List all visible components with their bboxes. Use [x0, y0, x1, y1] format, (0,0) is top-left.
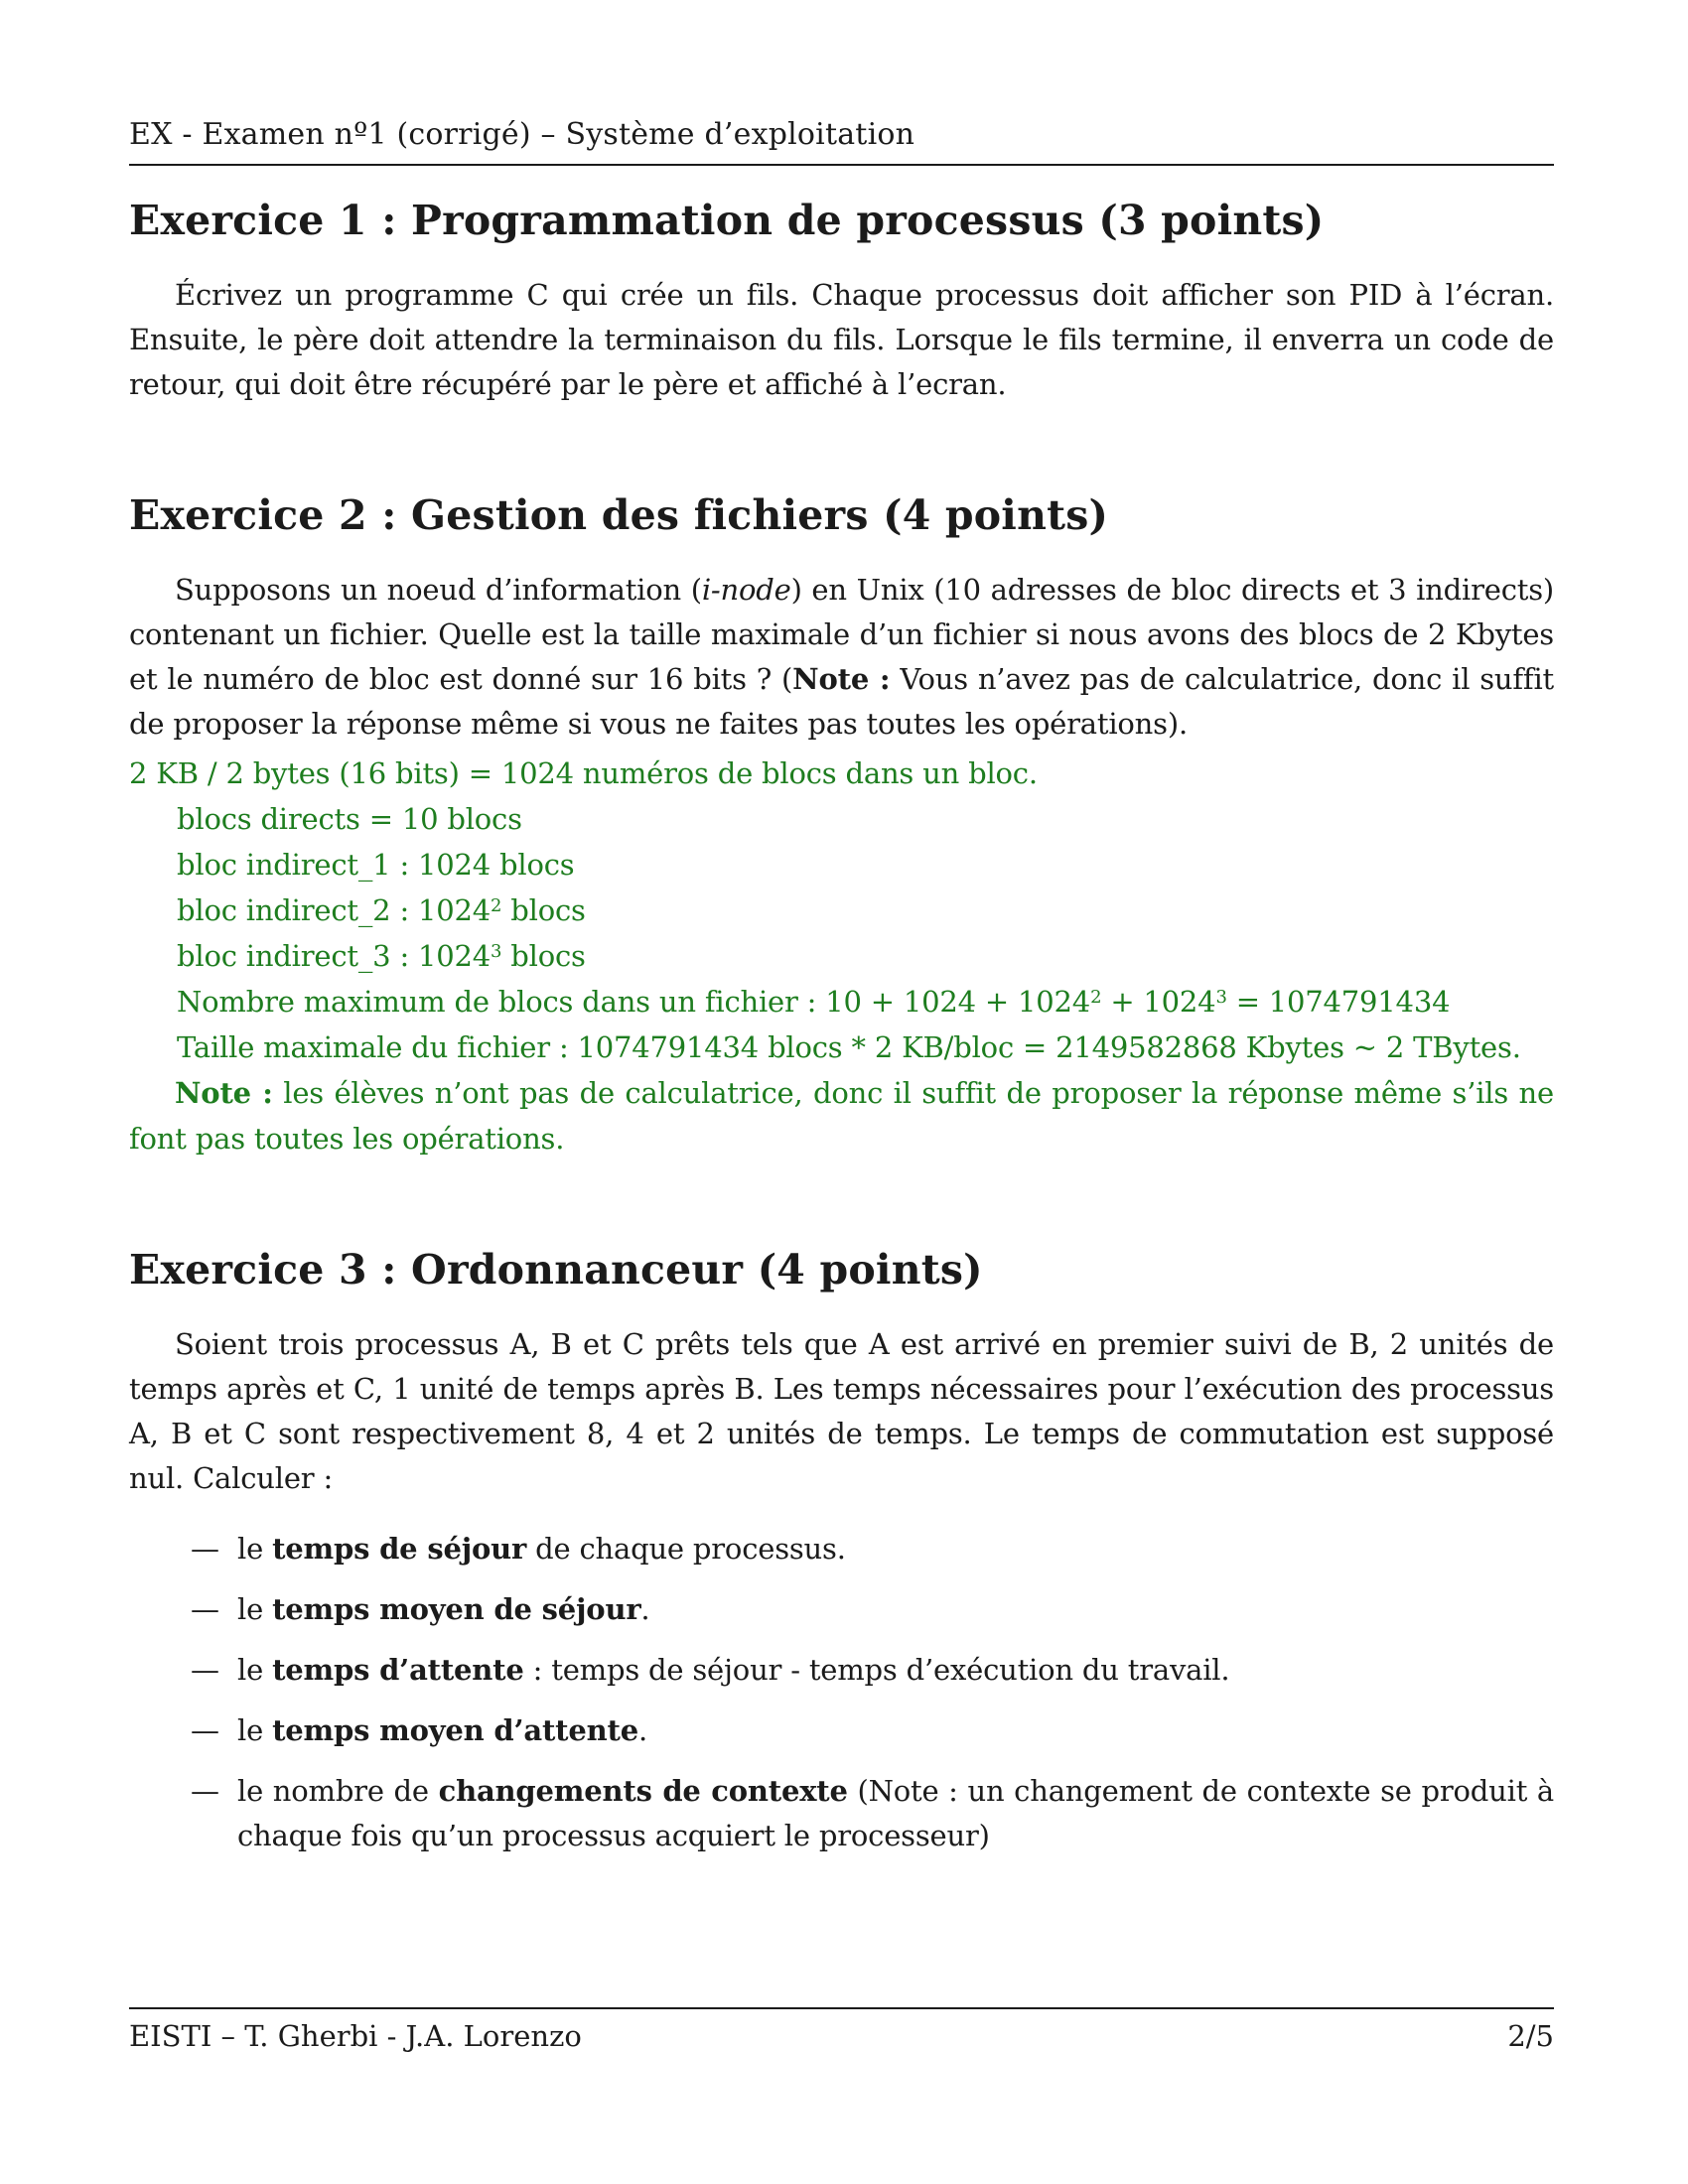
list-item — [129, 1587, 1554, 1632]
page-header — [129, 117, 1554, 166]
answer-intro-line: 2 KB / 2 bytes (16 bits) = 1024 numéros de blocs dans un bloc. — [129, 756, 1038, 790]
header-title: EX - Examen nº1 (corrigé) – Système d’exploitation — [129, 117, 915, 152]
list-item-text: le temps d’attente : temps de séjour - temps d’exécution du travail. — [237, 1653, 1230, 1687]
answer-line: Taille maximale du fichier : 1074791434 blocs * 2 KB/bloc = 2149582868 Kbytes ~ 2 TBytes. — [177, 1030, 1521, 1064]
list-bullet: — — [191, 1532, 219, 1566]
list-bullet: — — [191, 1653, 219, 1687]
answer-line: Nombre maximum de blocs dans un fichier : $10 + 1024 + 1024^2 + 1024^3 = 1074791434$ — [177, 985, 1451, 1019]
list-bullet: — — [191, 1592, 219, 1626]
exercise-1-paragraph: Écrivez un programme C qui crée un fils. Chaque processus doit afficher son PID à l’écran. Ensuite, le père doit attendre la terminaison du fils. Lorsque le fils termine, il enverra un code de retour, qui doit être récupéré par le père et affiché à l’ecran. — [129, 278, 1554, 401]
exercise-3-paragraph: Soient trois processus A, B et C prêts tels que A est arrivé en premier suivi de B, 2 unités de temps après et C, 1 unité de temps après B. Les temps nécessaires pour l’exécution des processus A, B et C sont respectivement 8, 4 et 2 unités de temps. Le temps de commutation est supposé nul. Calculer : — [129, 1327, 1554, 1495]
answer-note: Note : les élèves n’ont pas de calculatrice, donc il suffit de proposer la réponse même s’ils ne font pas toutes les opérations. — [129, 1076, 1554, 1156]
exercise-2-answer — [129, 751, 1554, 1161]
footer-row — [129, 2009, 1554, 2053]
answer-line: bloc indirect_3 : 1024$^3$ blocs — [177, 939, 586, 973]
footer-page-number: 2/5 — [1507, 2019, 1554, 2053]
list-item-text: le nombre de changements de contexte (Note : un changement de contexte se produit à chaque fois qu’un processus acquiert le processeur) — [237, 1774, 1554, 1852]
list-item — [129, 1648, 1554, 1693]
footer-authors: EISTI – T. Gherbi - J.A. Lorenzo — [129, 2019, 582, 2053]
exercise-2-paragraph: Supposons un noeud d’information (i-node) en Unix (10 adresses de bloc directs et 3 indirects) contenant un fichier. Quelle est la taille maximale d’un fichier si nous avons des blocs de 2 Kbytes et le numéro de bloc est donné sur 16 bits ? (Note : Vous n’avez pas de calculatrice, donc il suffit de proposer la réponse même si vous ne faites pas toutes les opérations). — [129, 573, 1554, 741]
exercise-2-heading: Exercice 2 : Gestion des fichiers (4 points) — [129, 491, 1109, 539]
list-item — [129, 1708, 1554, 1753]
list-item-text: le temps moyen de séjour. — [237, 1592, 650, 1626]
exercise-3-heading: Exercice 3 : Ordonnanceur (4 points) — [129, 1246, 983, 1294]
list-item-text: le temps moyen d’attente. — [237, 1713, 647, 1747]
list-item-text: le temps de séjour de chaque processus. — [237, 1532, 846, 1566]
page-footer — [129, 2007, 1554, 2053]
list-bullet: — — [191, 1774, 219, 1808]
task-list — [129, 1527, 1554, 1858]
answer-line: bloc indirect_1 : 1024 blocs — [177, 848, 575, 882]
list-bullet: — — [191, 1713, 219, 1747]
list-item — [129, 1769, 1554, 1858]
header-rule — [129, 164, 1554, 166]
answer-line: blocs directs = 10 blocs — [177, 802, 522, 836]
answer-line: bloc indirect_2 : 1024$^2$ blocs — [177, 893, 586, 927]
list-item — [129, 1527, 1554, 1571]
exercise-1-heading: Exercice 1 : Programmation de processus (3 points) — [129, 197, 1325, 244]
